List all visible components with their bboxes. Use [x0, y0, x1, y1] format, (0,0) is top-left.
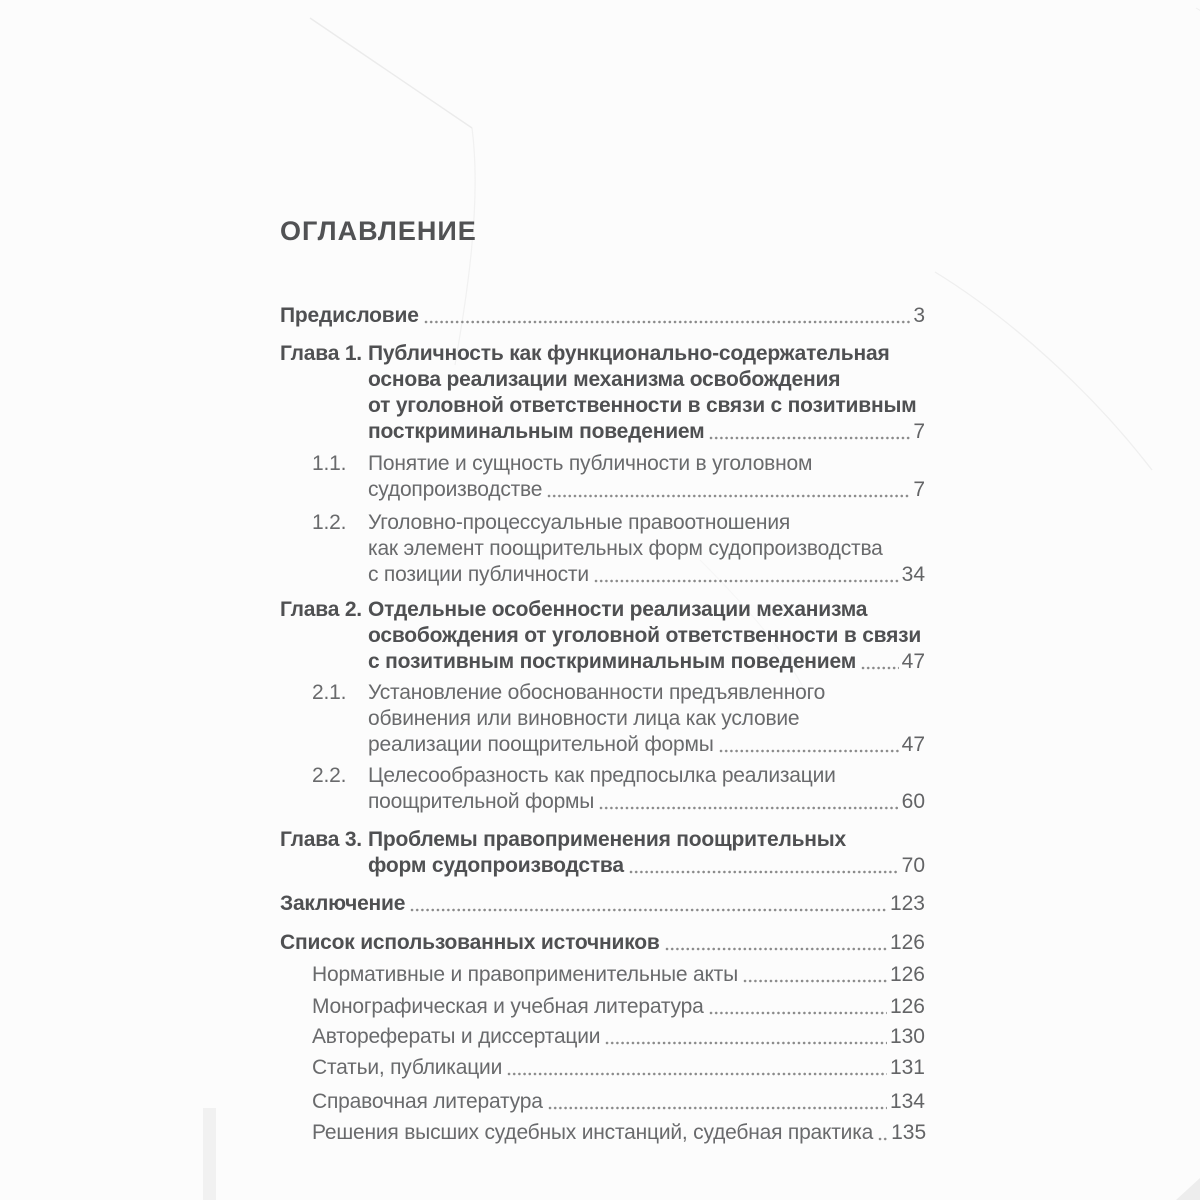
dot-leader [547, 494, 910, 498]
entry-number: 1.2. [312, 511, 347, 534]
entry-line: обвинения или виновности лица как условие [368, 707, 800, 730]
entry-line: Целесообразность как предпосылка реализации [368, 764, 836, 787]
entry-title: Предисловие [280, 304, 419, 327]
entry-title: Статьи, публикации [312, 1056, 503, 1079]
dot-leader [878, 1137, 888, 1141]
dot-leader [629, 870, 899, 874]
entry-number: Глава 3. [280, 828, 362, 851]
toc-entry-1-1 [280, 451, 925, 503]
page-number: 70 [901, 854, 925, 877]
toc-entry-articles [280, 1055, 925, 1081]
entry-line: с позиции публичности [368, 563, 589, 586]
entry-line: судопроизводстве [368, 478, 543, 501]
entry-number: 2.2. [312, 764, 347, 787]
page-number: 126 [889, 995, 925, 1018]
entry-title: Авторефераты и диссертации [312, 1025, 601, 1048]
dot-leader [709, 1011, 887, 1015]
entry-line: посткриминальным поведением [368, 420, 705, 443]
entry-line: форм судопроизводства [368, 854, 624, 877]
page-number: 126 [889, 931, 925, 954]
entry-line: Отдельные особенности реализации механизма [368, 598, 868, 621]
dot-leader [861, 666, 899, 670]
entry-line: Понятие и сущность публичности в уголовном [368, 452, 813, 475]
entry-line: с позитивным посткриминальным поведением [368, 650, 857, 673]
toc-entry-monographs [280, 994, 925, 1020]
page-number: 123 [889, 892, 925, 915]
page-number: 130 [889, 1025, 925, 1048]
entry-line: Установление обоснованности предъявленного [368, 681, 826, 704]
dot-leader [665, 947, 887, 951]
dot-leader [410, 908, 887, 912]
entry-line: основа реализации механизма освобождения [368, 368, 841, 391]
entry-title: Справочная литература [312, 1090, 543, 1113]
entry-line: Уголовно-процессуальные правоотношения [368, 511, 791, 534]
toc-entry-preface [280, 303, 925, 329]
page-number: 3 [913, 304, 925, 327]
page-number: 131 [889, 1056, 925, 1079]
toc-entry-conclusion [280, 891, 925, 917]
page-number: 134 [889, 1090, 925, 1113]
entry-line: реализации поощрительной формы [368, 733, 714, 756]
dot-leader [424, 320, 911, 324]
entry-title: Нормативные и правоприменительные акты [312, 963, 738, 986]
dot-leader [594, 579, 899, 583]
toc-entry-chapter-1 [280, 341, 925, 445]
entry-line: от уголовной ответственности в связи с позитивным [368, 394, 917, 417]
page-number: 47 [901, 650, 925, 673]
entry-number: 2.1. [312, 681, 347, 704]
page-number: 7 [913, 478, 925, 501]
page-number: 47 [901, 733, 925, 756]
toc-entry-reference-literature [280, 1089, 925, 1115]
toc-entry-court-decisions [280, 1120, 925, 1146]
page-number: 135 [891, 1121, 927, 1144]
entry-number: 1.1. [312, 452, 347, 475]
entry-title: Решения высших судебных инстанций, судебная практика [312, 1121, 874, 1144]
entry-title: Список использованных источников [280, 931, 660, 954]
toc-entry-2-1 [280, 680, 925, 758]
page-number: 126 [889, 963, 925, 986]
dot-leader [599, 806, 898, 810]
toc-entry-sources [280, 930, 925, 956]
page-number: 60 [901, 790, 925, 813]
page-number: 7 [913, 420, 925, 443]
dot-leader [605, 1041, 887, 1045]
entry-number: Глава 2. [280, 598, 362, 621]
entry-number: Глава 1. [280, 342, 362, 365]
toc-entry-normative-acts [280, 962, 925, 988]
toc-entry-dissertations [280, 1024, 925, 1050]
dot-leader [709, 436, 910, 440]
entry-title: Заключение [280, 892, 406, 915]
toc-entry-1-2 [280, 510, 925, 588]
entry-line: как элемент поощрительных форм судопроизводства [368, 537, 883, 560]
dot-leader [743, 979, 887, 983]
dot-leader [719, 749, 899, 753]
entry-line: Проблемы правоприменения поощрительных [368, 828, 847, 851]
table-of-contents [280, 303, 925, 1146]
entry-line: освобождения от уголовной ответственности в связи [368, 624, 922, 647]
entry-title: Монографическая и учебная литература [312, 995, 704, 1018]
toc-entry-chapter-2 [280, 597, 925, 675]
toc-entry-chapter-3 [280, 827, 925, 879]
dot-leader [507, 1072, 887, 1076]
page-title: ОГЛАВЛЕНИЕ [280, 216, 477, 246]
entry-line: поощрительной формы [368, 790, 595, 813]
entry-line: Публичность как функционально-содержательная [368, 342, 890, 365]
toc-entry-2-2 [280, 763, 925, 815]
page-number: 34 [901, 563, 925, 586]
dot-leader [548, 1106, 887, 1110]
